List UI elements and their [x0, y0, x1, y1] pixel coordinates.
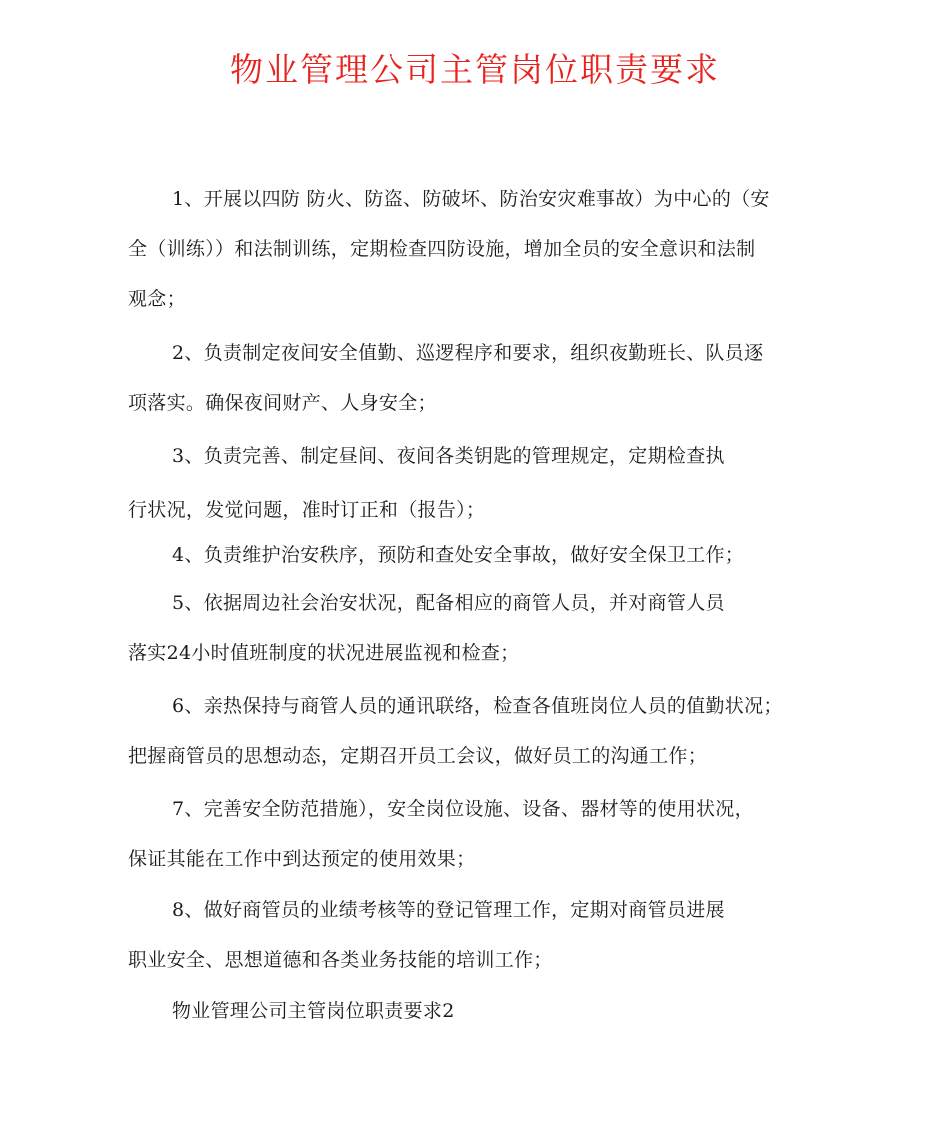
paragraph-2-line-1: 2、负责制定夜间安全值勤、巡逻程序和要求，组织夜勤班长、队员逐 — [172, 342, 764, 364]
paragraph-5-line-1: 5、依据周边社会治安状况，配备相应的商管人员，并对商管人员 — [172, 592, 725, 614]
paragraph-4-line-1: 4、负责维护治安秩序，预防和查处安全事故，做好安全保卫工作； — [172, 544, 745, 566]
section-heading-2: 物业管理公司主管岗位职责要求2 — [172, 1000, 455, 1022]
document-title: 物业管理公司主管岗位职责要求 — [230, 50, 720, 89]
paragraph-6-line-2: 把握商管员的思想动态，定期召开员工会议，做好员工的沟通工作； — [128, 745, 708, 767]
paragraph-8-line-1: 8、做好商管员的业绩考核等的登记管理工作，定期对商管员进展 — [172, 899, 725, 921]
paragraph-1-line-1: 1、开展以四防 防火、防盗、防破坏、防治安灾难事故）为中心的（安 — [172, 188, 770, 210]
paragraph-1-line-2: 全（训练））和法制训练，定期检查四防设施，增加全员的安全意识和法制 — [128, 238, 756, 260]
paragraph-5-line-2: 落实24小时值班制度的状况进展监视和检查； — [128, 642, 520, 664]
paragraph-3-line-2: 行状况，发觉问题，准时订正和（报告）； — [128, 499, 486, 521]
paragraph-1-line-3: 观念； — [128, 288, 186, 310]
paragraph-6-line-1: 6、亲热保持与商管人员的通讯联络，检查各值班岗位人员的值勤状况； — [172, 695, 783, 717]
paragraph-2-line-2: 项落实。确保夜间财产、人身安全； — [128, 392, 437, 414]
paragraph-8-line-2: 职业安全、思想道德和各类业务技能的培训工作； — [128, 949, 553, 971]
paragraph-7-line-1: 7、完善安全防范措施），安全岗位设施、设备、器材等的使用状况， — [172, 798, 754, 820]
paragraph-7-line-2: 保证其能在工作中到达预定的使用效果； — [128, 848, 476, 870]
paragraph-3-line-1: 3、负责完善、制定昼间、夜间各类钥匙的管理规定，定期检查执 — [172, 445, 725, 467]
